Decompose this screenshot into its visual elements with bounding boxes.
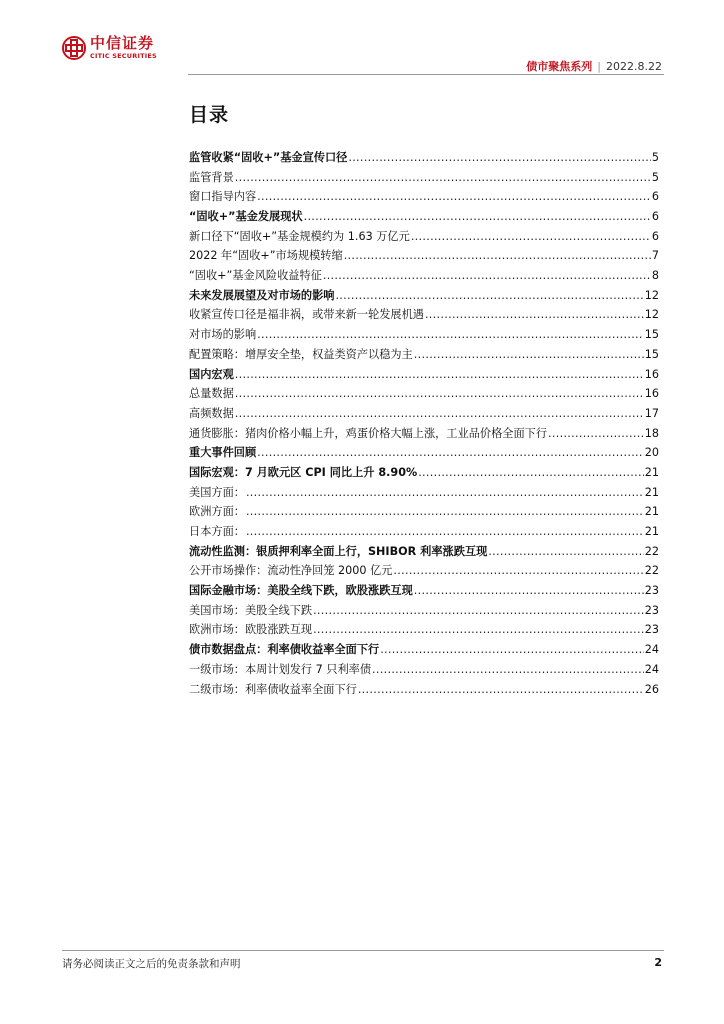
toc-entry-label[interactable]: 收紧宣传口径是福非祸，或带来新一轮发展机遇 <box>189 308 424 322</box>
toc-entry-label[interactable]: 新口径下“固收+”基金规模约为 1.63 万亿元 <box>189 229 410 243</box>
toc-dot-leader <box>425 305 644 325</box>
toc-dot-leader <box>348 148 651 168</box>
toc-dot-leader <box>246 483 644 503</box>
toc-entry-page[interactable]: 12 <box>644 288 659 302</box>
toc-entry[interactable] <box>189 463 659 483</box>
toc-entry[interactable] <box>189 621 659 641</box>
toc-dot-leader <box>411 227 651 247</box>
toc-dot-leader <box>414 345 644 365</box>
toc-entry[interactable] <box>189 148 659 168</box>
toc-entry-label[interactable]: 重大事件回顾 <box>189 446 257 460</box>
report-date: 2022.8.22 <box>606 60 662 73</box>
toc-entry[interactable] <box>189 345 659 365</box>
toc-entry-label[interactable]: 监管背景 <box>189 170 234 184</box>
toc-dot-leader <box>235 384 644 404</box>
toc-entry-page[interactable]: 6 <box>651 190 659 204</box>
toc-entry[interactable] <box>189 483 659 503</box>
toc-entry-page[interactable]: 12 <box>644 308 659 322</box>
footer-disclaimer: 请务必阅读正文之后的免责条款和声明 <box>62 958 241 970</box>
toc-entry-page[interactable]: 5 <box>651 170 659 184</box>
toc-entry-page[interactable]: 22 <box>644 544 659 558</box>
toc-dot-leader <box>246 502 644 522</box>
toc-entry-label[interactable]: 2022 年“固收+”市场规模转缩 <box>189 249 343 263</box>
toc-entry[interactable] <box>189 581 659 601</box>
toc-entry-page[interactable]: 20 <box>644 446 659 460</box>
toc-entry-page[interactable]: 18 <box>644 426 659 440</box>
citic-logo-icon <box>62 36 86 60</box>
toc-entry[interactable] <box>189 561 659 581</box>
toc-entry-page[interactable]: 17 <box>644 406 659 420</box>
toc-dot-leader <box>235 404 644 424</box>
toc-dot-leader <box>304 207 651 227</box>
toc-dot-leader <box>488 542 643 562</box>
toc-entry-label[interactable]: 监管收紧“固收+”基金宣传口径 <box>189 150 348 164</box>
toc-dot-leader <box>393 561 643 581</box>
header-separator: | <box>597 60 602 73</box>
logo-text <box>90 36 157 60</box>
toc-entry-label[interactable]: 窗口指导内容 <box>189 190 257 204</box>
toc-entry[interactable] <box>189 286 659 306</box>
toc-entry-label[interactable]: 对市场的影响 <box>189 328 257 342</box>
toc-entry[interactable] <box>189 404 659 424</box>
toc-entry-page[interactable]: 21 <box>644 525 659 539</box>
toc-dot-leader <box>358 680 644 700</box>
toc-entry[interactable] <box>189 542 659 562</box>
toc-entry-page[interactable]: 21 <box>644 485 659 499</box>
toc-entry-label[interactable]: 配置策略：增厚安全垫，权益类资产以稳为主 <box>189 347 413 361</box>
toc-entry[interactable] <box>189 246 659 266</box>
toc-entry-label[interactable]: 美国方面： <box>189 485 245 499</box>
toc-entry-page[interactable]: 5 <box>651 150 659 164</box>
toc-entry-page[interactable]: 23 <box>644 623 659 637</box>
toc-entry-page[interactable]: 21 <box>644 505 659 519</box>
toc-entry-page[interactable]: 15 <box>644 328 659 342</box>
toc-dot-leader <box>257 187 651 207</box>
toc-entry-label[interactable]: “固收+”基金风险收益特征 <box>189 269 322 283</box>
toc-dot-leader <box>246 522 644 542</box>
header-divider <box>188 74 664 75</box>
page-header <box>0 0 724 80</box>
toc-entry-label[interactable]: 国内宏观 <box>189 367 234 381</box>
toc-entry[interactable] <box>189 207 659 227</box>
toc-entry-page[interactable]: 15 <box>644 347 659 361</box>
toc-entry-page[interactable]: 23 <box>644 603 659 617</box>
toc-entry-page[interactable]: 23 <box>644 584 659 598</box>
toc-entry-page[interactable]: 16 <box>644 387 659 401</box>
toc-entry-label[interactable]: 国际宏观：7 月欧元区 CPI 同比上升 8.90% <box>189 465 418 479</box>
toc-dot-leader <box>313 620 644 640</box>
toc-dot-leader <box>548 424 644 444</box>
toc-entry-page[interactable]: 22 <box>644 564 659 578</box>
toc-entry-label[interactable]: 美国市场：美股全线下跌 <box>189 603 313 617</box>
toc-dot-leader <box>323 266 651 286</box>
toc-entry-label[interactable]: 流动性监测：银质押利率全面上行，SHIBOR 利率涨跌互现 <box>189 544 488 558</box>
toc-entry[interactable] <box>189 660 659 680</box>
page-number: 2 <box>654 956 662 969</box>
toc-entry-label[interactable]: 欧洲市场：欧股涨跌互现 <box>189 623 313 637</box>
toc-entry-label[interactable]: 债市数据盘点：利率债收益率全面下行 <box>189 643 380 657</box>
toc-dot-leader <box>380 640 644 660</box>
toc-entry-label[interactable]: 欧洲方面： <box>189 505 245 519</box>
toc-title: 目录 <box>189 104 230 126</box>
toc-entry[interactable] <box>189 424 659 444</box>
toc-entry-page[interactable]: 6 <box>651 229 659 243</box>
toc-entry[interactable] <box>189 443 659 463</box>
toc-entry[interactable] <box>189 522 659 542</box>
toc-entry[interactable] <box>189 365 659 385</box>
toc-dot-leader <box>335 286 643 306</box>
toc-entry-label[interactable]: 国际金融市场：美股全线下跌，欧股涨跌互现 <box>189 584 413 598</box>
toc-entry-label[interactable]: 二级市场：利率债收益率全面下行 <box>189 682 357 696</box>
toc-entry-page[interactable]: 21 <box>644 465 659 479</box>
footer-divider <box>62 950 664 951</box>
toc-entry-label[interactable]: 未来发展展望及对市场的影响 <box>189 288 335 302</box>
toc-entry-label[interactable]: 高频数据 <box>189 406 234 420</box>
logo-chinese-name: 中信证券 <box>90 34 155 53</box>
toc-entry[interactable] <box>189 384 659 404</box>
toc-entry-label[interactable]: 公开市场操作：流动性净回笼 2000 亿元 <box>189 564 393 578</box>
toc-dot-leader <box>257 325 644 345</box>
toc-entry-page[interactable]: 24 <box>644 643 659 657</box>
logo-english-name: CITIC SECURITIES <box>90 52 157 61</box>
toc-entry-label[interactable]: “固收+”基金发展现状 <box>189 210 303 224</box>
toc-dot-leader <box>257 443 644 463</box>
toc-entry[interactable] <box>189 640 659 660</box>
toc-entry[interactable] <box>189 502 659 522</box>
report-series: 债市聚焦系列 <box>526 60 593 73</box>
toc-entry-page[interactable]: 8 <box>651 269 659 283</box>
toc-entry[interactable] <box>189 306 659 326</box>
toc-entry-label[interactable]: 一级市场：本周计划发行 7 只利率债 <box>189 662 372 676</box>
toc-entry[interactable] <box>189 266 659 286</box>
toc-dot-leader <box>418 463 644 483</box>
toc-dot-leader <box>372 660 644 680</box>
toc-dot-leader <box>344 246 651 266</box>
toc-entry[interactable] <box>189 601 659 621</box>
toc-entry-page[interactable]: 24 <box>644 662 659 676</box>
toc-entry-label[interactable]: 日本方面： <box>189 525 245 539</box>
toc-entry-label[interactable]: 通货膨胀：猪肉价格小幅上升，鸡蛋价格大幅上涨，工业品价格全面下行 <box>189 426 548 440</box>
toc-entry[interactable] <box>189 168 659 188</box>
toc-entry-label[interactable]: 总量数据 <box>189 387 234 401</box>
toc-dot-leader <box>313 601 644 621</box>
table-of-contents <box>189 148 659 699</box>
company-logo <box>62 36 157 60</box>
toc-entry-page[interactable]: 26 <box>644 682 659 696</box>
toc-entry[interactable] <box>189 187 659 207</box>
toc-entry[interactable] <box>189 680 659 700</box>
report-meta <box>526 58 662 74</box>
toc-dot-leader <box>414 581 644 601</box>
toc-entry-page[interactable]: 6 <box>651 210 659 224</box>
toc-dot-leader <box>235 168 651 188</box>
toc-dot-leader <box>235 365 644 385</box>
toc-entry-page[interactable]: 7 <box>651 249 659 263</box>
toc-entry[interactable] <box>189 325 659 345</box>
toc-entry-page[interactable]: 16 <box>644 367 659 381</box>
toc-entry[interactable] <box>189 227 659 247</box>
